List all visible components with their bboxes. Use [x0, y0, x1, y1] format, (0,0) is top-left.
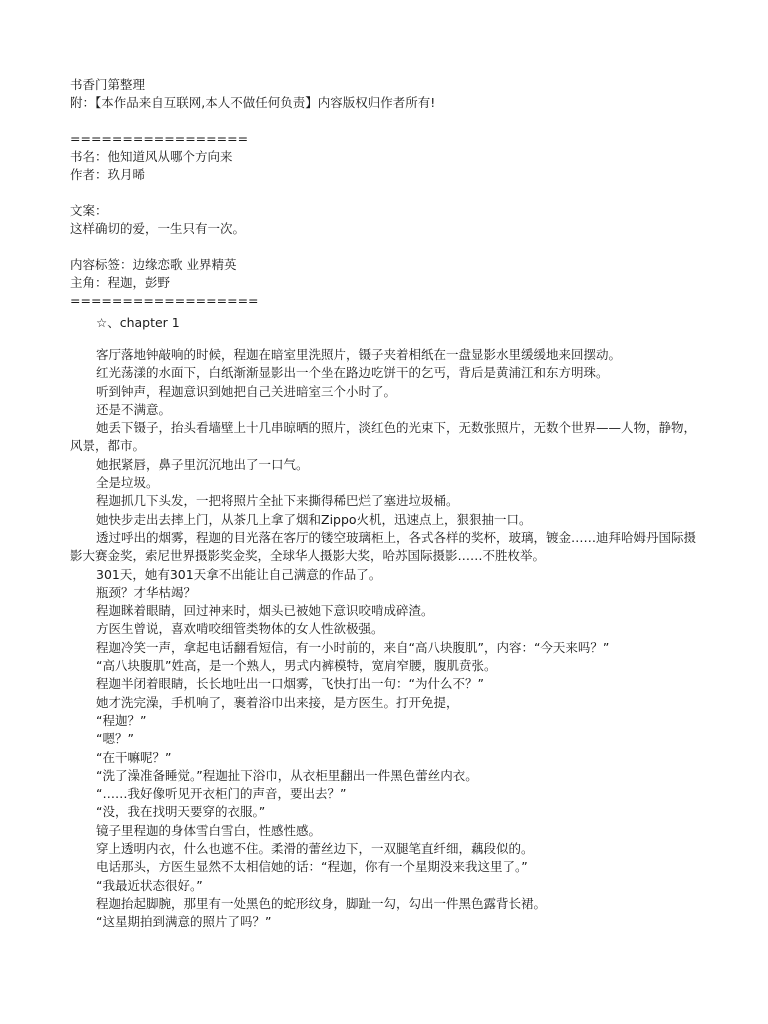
separator-top: =================: [70, 131, 249, 146]
paragraph: 她丢下镊子，抬头看墙壁上十几串晾晒的照片，淡红色的光束下，无数张照片，无数个世界——人物，静物，风景，都市。: [70, 420, 697, 454]
paragraph: 瓶颈？才华枯竭？: [96, 584, 197, 600]
synopsis-text: 这样确切的爱，一生只有一次。: [70, 221, 246, 236]
paragraph: 客厅落地钟敲响的时候，程迦在暗室里洗照片，镊子夹着相纸在一盘显影水里缓缓地来回摆动。: [96, 347, 622, 362]
paragraph: 301天，她有301天拿不出能让自己满意的作品了。: [96, 566, 382, 582]
paragraph: 电话那头，方医生显然不太相信她的话：“程迦，你有一个星期没来我这里了。”: [96, 859, 528, 875]
paragraph: “没，我在找明天要穿的衣服。”: [96, 804, 266, 820]
separator-bottom: ==================: [70, 293, 259, 308]
paragraph: 红光荡漾的水面下，白纸渐渐显影出一个坐在路边吃饼干的乞丐，背后是黄浦江和东方明珠。: [96, 365, 609, 381]
paragraph: 镜子里程迦的身体雪白雪白，性感性感。: [96, 822, 322, 838]
paragraph: 她抿紧唇，鼻子里沉沉地出了一口气。: [96, 456, 309, 472]
paragraph: “这星期拍到满意的照片了吗？”: [96, 914, 272, 930]
front-matter: [70, 76, 730, 310]
paragraph: “我最近状态很好。”: [96, 877, 203, 893]
paragraph: 她快步走出去摔上门，从茶几上拿了烟和Zippo火机，迅速点上，狠狠抽一口。: [96, 511, 532, 527]
paragraph: 还是不满意。: [96, 401, 172, 417]
paragraph: 全是垃圾。: [96, 475, 159, 491]
paragraph: 程迦半闭着眼睛，长长地吐出一口烟雾，飞快打出一句：“为什么不？”: [96, 676, 484, 692]
source-line: 书香门第整理: [70, 77, 146, 92]
paragraph: “高八块腹肌”姓高，是一个熟人，男式内裤模特，宽肩窄腰，腹肌贲张。: [96, 658, 497, 674]
protagonists-line: 主角：程迦，彭野: [70, 275, 171, 290]
paragraph: “……我好像听见开衣柜门的声音，要出去？”: [96, 786, 347, 802]
paragraph: 穿上透明内衣，什么也遮不住。柔滑的蕾丝边下，一双腿笔直纤细，藕段似的。: [96, 841, 534, 857]
synopsis-label: 文案：: [70, 203, 108, 218]
book-title: 书名：他知道风从哪个方向来: [70, 149, 233, 164]
paragraph: 她才洗完澡，手机响了，裹着浴巾出来接，是方医生。打开免提，: [96, 694, 459, 710]
chapter-title: ☆、chapter 1: [96, 315, 180, 330]
paragraph: 听到钟声，程迦意识到她把自己关进暗室三个小时了。: [96, 383, 397, 399]
author-line: 作者：玖月晞: [70, 167, 146, 182]
paragraph: “嗯？”: [96, 731, 134, 747]
paragraph: 程迦抬起脚腕，那里有一处黑色的蛇形纹身，脚趾一勾，勾出一件黑色露背长裙。: [96, 895, 547, 911]
paragraph: 透过呼出的烟雾，程迦的目光落在客厅的镂空玻璃柜上，各式各样的奖杯，玻璃，镀金……迪拜哈姆丹国际摄影大赛金奖，索尼世界摄影奖金奖，全球华人摄影大奖，哈苏国际摄影……不胜枚举。: [70, 529, 697, 564]
paragraph: “洗了澡准备睡觉。”程迦扯下浴巾，从衣柜里翻出一件黑色蕾丝内衣。: [96, 767, 478, 783]
paragraph: “在干嘛呢？”: [96, 749, 172, 765]
paragraph: “程迦？”: [96, 712, 147, 728]
tags-line: 内容标签：边缘恋歌 业界精英: [70, 257, 237, 272]
paragraph: 方医生曾说，喜欢啃咬细管类物体的女人性欲极强。: [96, 621, 384, 637]
disclaimer-line: 附：【本作品来自互联网,本人不做任何负责】内容版权归作者所有!: [70, 95, 436, 110]
paragraph: 程迦眯着眼睛，回过神来时，烟头已被她下意识咬啃成碎渣。: [96, 603, 434, 619]
paragraph: 程迦抓几下头发，一把将照片全扯下来撕得稀巴烂了塞进垃圾桶。: [96, 493, 459, 509]
chapter-body: [70, 346, 700, 932]
paragraph: 程迦冷笑一声，拿起电话翻看短信，有一小时前的，来自“高八块腹肌”，内容：“今天来吗？”: [96, 639, 610, 655]
